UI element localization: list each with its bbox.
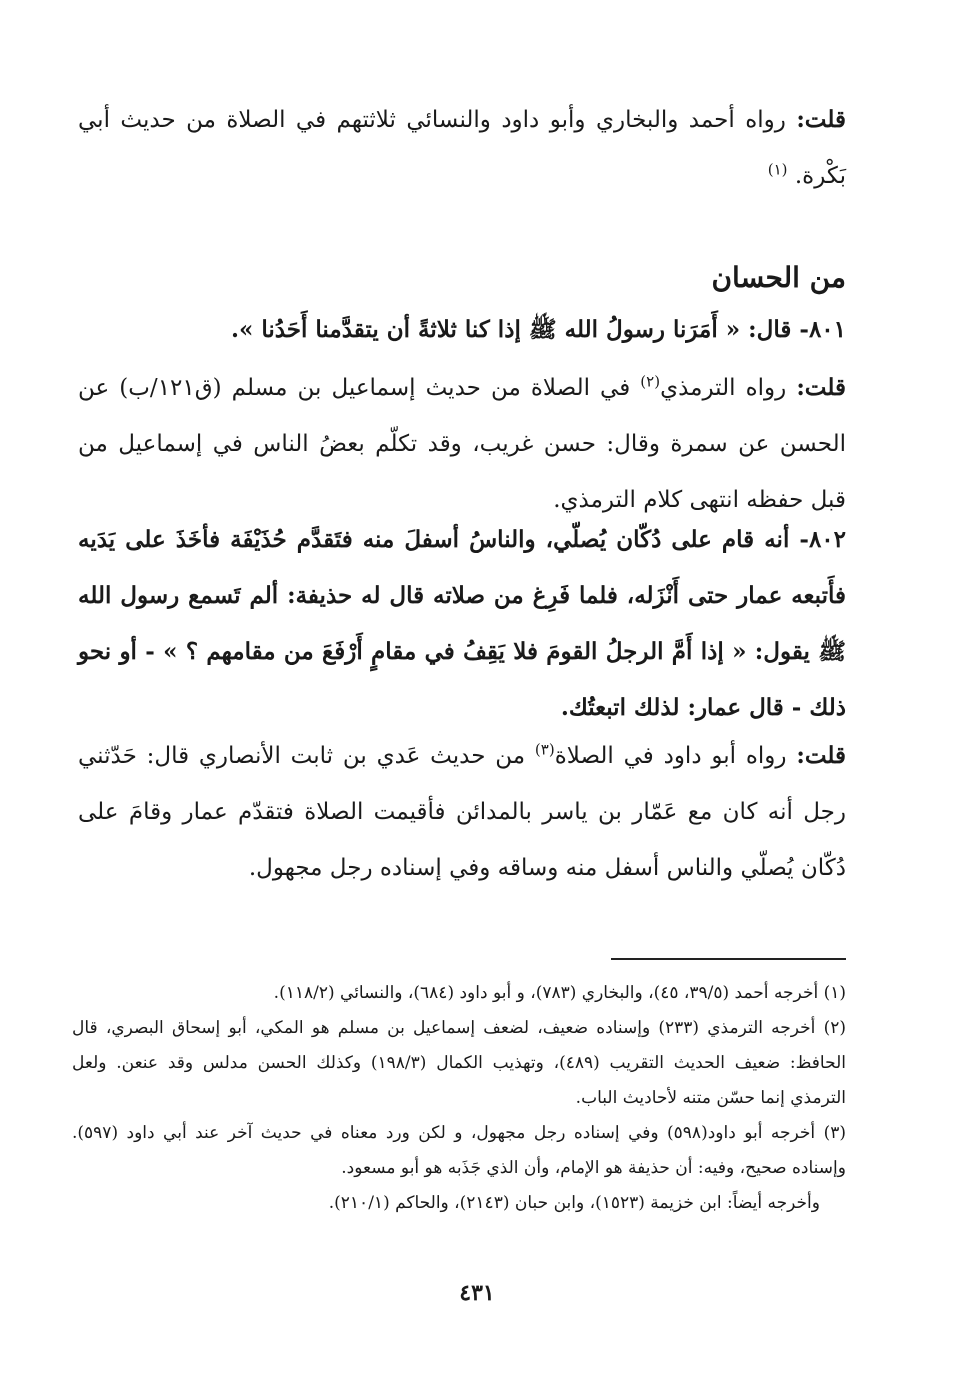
hadith-802-number: ٨٠٢- [799,526,846,553]
hadith-801-number: ٨٠١- قال: [748,316,846,343]
footnotes [72,976,846,1221]
footnote-3: (٣) أخرجه أبو داود(٥٩٨) وفي إسناده رجل مجهول، و لكن ورد معناه في حديث آخر عند أبي داود (٥٩٧). وإسناده صحيح، وفيه: أن حذيفة هو الإمام، وأن الذي جَذَبه هو أبو مسعود. [72,1123,846,1178]
note-3-lead: قلت: [796,742,847,769]
footnote-ref-1[interactable]: (١) [767,160,788,179]
hadith-802-text: أنه قام على دُكّان يُصلّي، والناسُ أسفلَ منه فتَقدَّم حُذَيْفَة فأخَذَ على يَدَيه فأَتبعه عمار حتى أَنْزَله، فلما فَرِغ من صلاته قال له حذيفة: ألم تَسمع رسول الله ﷺ يقول: « إذا أَمَّ الرجلُ القومَ فلا يَقِفُ في مقامٍ أَرْفَعَ من مقامهم ؟ » - أو نحو ذلك - قال عمار: لذلك اتبعتُك. [78,526,846,721]
note-3-text-a: رواه أبو داود في الصلاة [554,743,787,769]
note-1-text: رواه أحمد والبخاري وأبو داود والنسائي ثلاثتهم في الصلاة من حديث أبي بَكْرة. [78,107,846,189]
footnote-ref-3[interactable]: (٣) [534,740,555,759]
footnote-ref-2[interactable]: (٢) [640,372,661,391]
hadith-801-text: « أَمَرَنا رسولُ الله ﷺ إذا كنا ثلاثةً أن يتقدَّمنا أَحَدُنا ». [230,316,741,343]
footnote-divider [611,958,846,960]
page-number: ٤٣١ [459,1280,495,1306]
note-1-lead: قلت: [796,106,846,133]
footnote-1: (١) أخرجه أحمد (٣٩/٥، ٤٥)، والبخاري (٧٨٣)، و أبو داود (٦٨٤)، والنسائي (١١٨/٢). [273,983,846,1003]
hadith-801 [78,302,846,358]
footnote-3-continuation: وأخرجه أيضاً: ابن خزيمة (١٥٢٣)، وابن حبان (٢١٤٣)، والحاكم (٢١٠/١). [328,1193,820,1213]
note-2-text-a: رواه الترمذي [660,375,787,401]
note-3-text-b: من حديث عَدي بن ثابت الأنصاري قال: حَدّثني رجل أنه كان مع عَمّار بن ياسر بالمدائن فأقيمت الصلاة فتقدّم عمار وقامَ على دُكّان يُصلّي والناس أسفل منه وساقه وفي إسناده رجل مجهول. [78,743,846,881]
section-heading: من الحسان [711,261,846,294]
footnote-2: (٢) أخرجه الترمذي (٢٣٣) وإسناده ضعيف، لضعف إسماعيل بن مسلم هو المكي، أبو إسحاق البصري، قال الحافظ: ضعيف الحديث التقريب (٤٨٩)، وتهذيب الكمال (١٩٨/٣) وكذلك الحسن مدلس وقد عنعن. ولعل الترمذي إنما حسّن متنه لأحاديث الباب. [72,1018,846,1108]
hadith-802 [78,512,846,736]
note-1 [78,92,846,204]
note-2-text-b: في الصلاة من حديث إسماعيل بن مسلم (ق١٢١/ب) عن الحسن عن سمرة وقال: حسن غريب، وقد تكلّم بعضُ الناس في إسماعيل من قبل حفظه انتهى كلام الترمذي. [78,375,846,513]
note-3 [78,728,846,896]
note-2 [78,360,846,528]
note-2-lead: قلت: [796,374,846,401]
